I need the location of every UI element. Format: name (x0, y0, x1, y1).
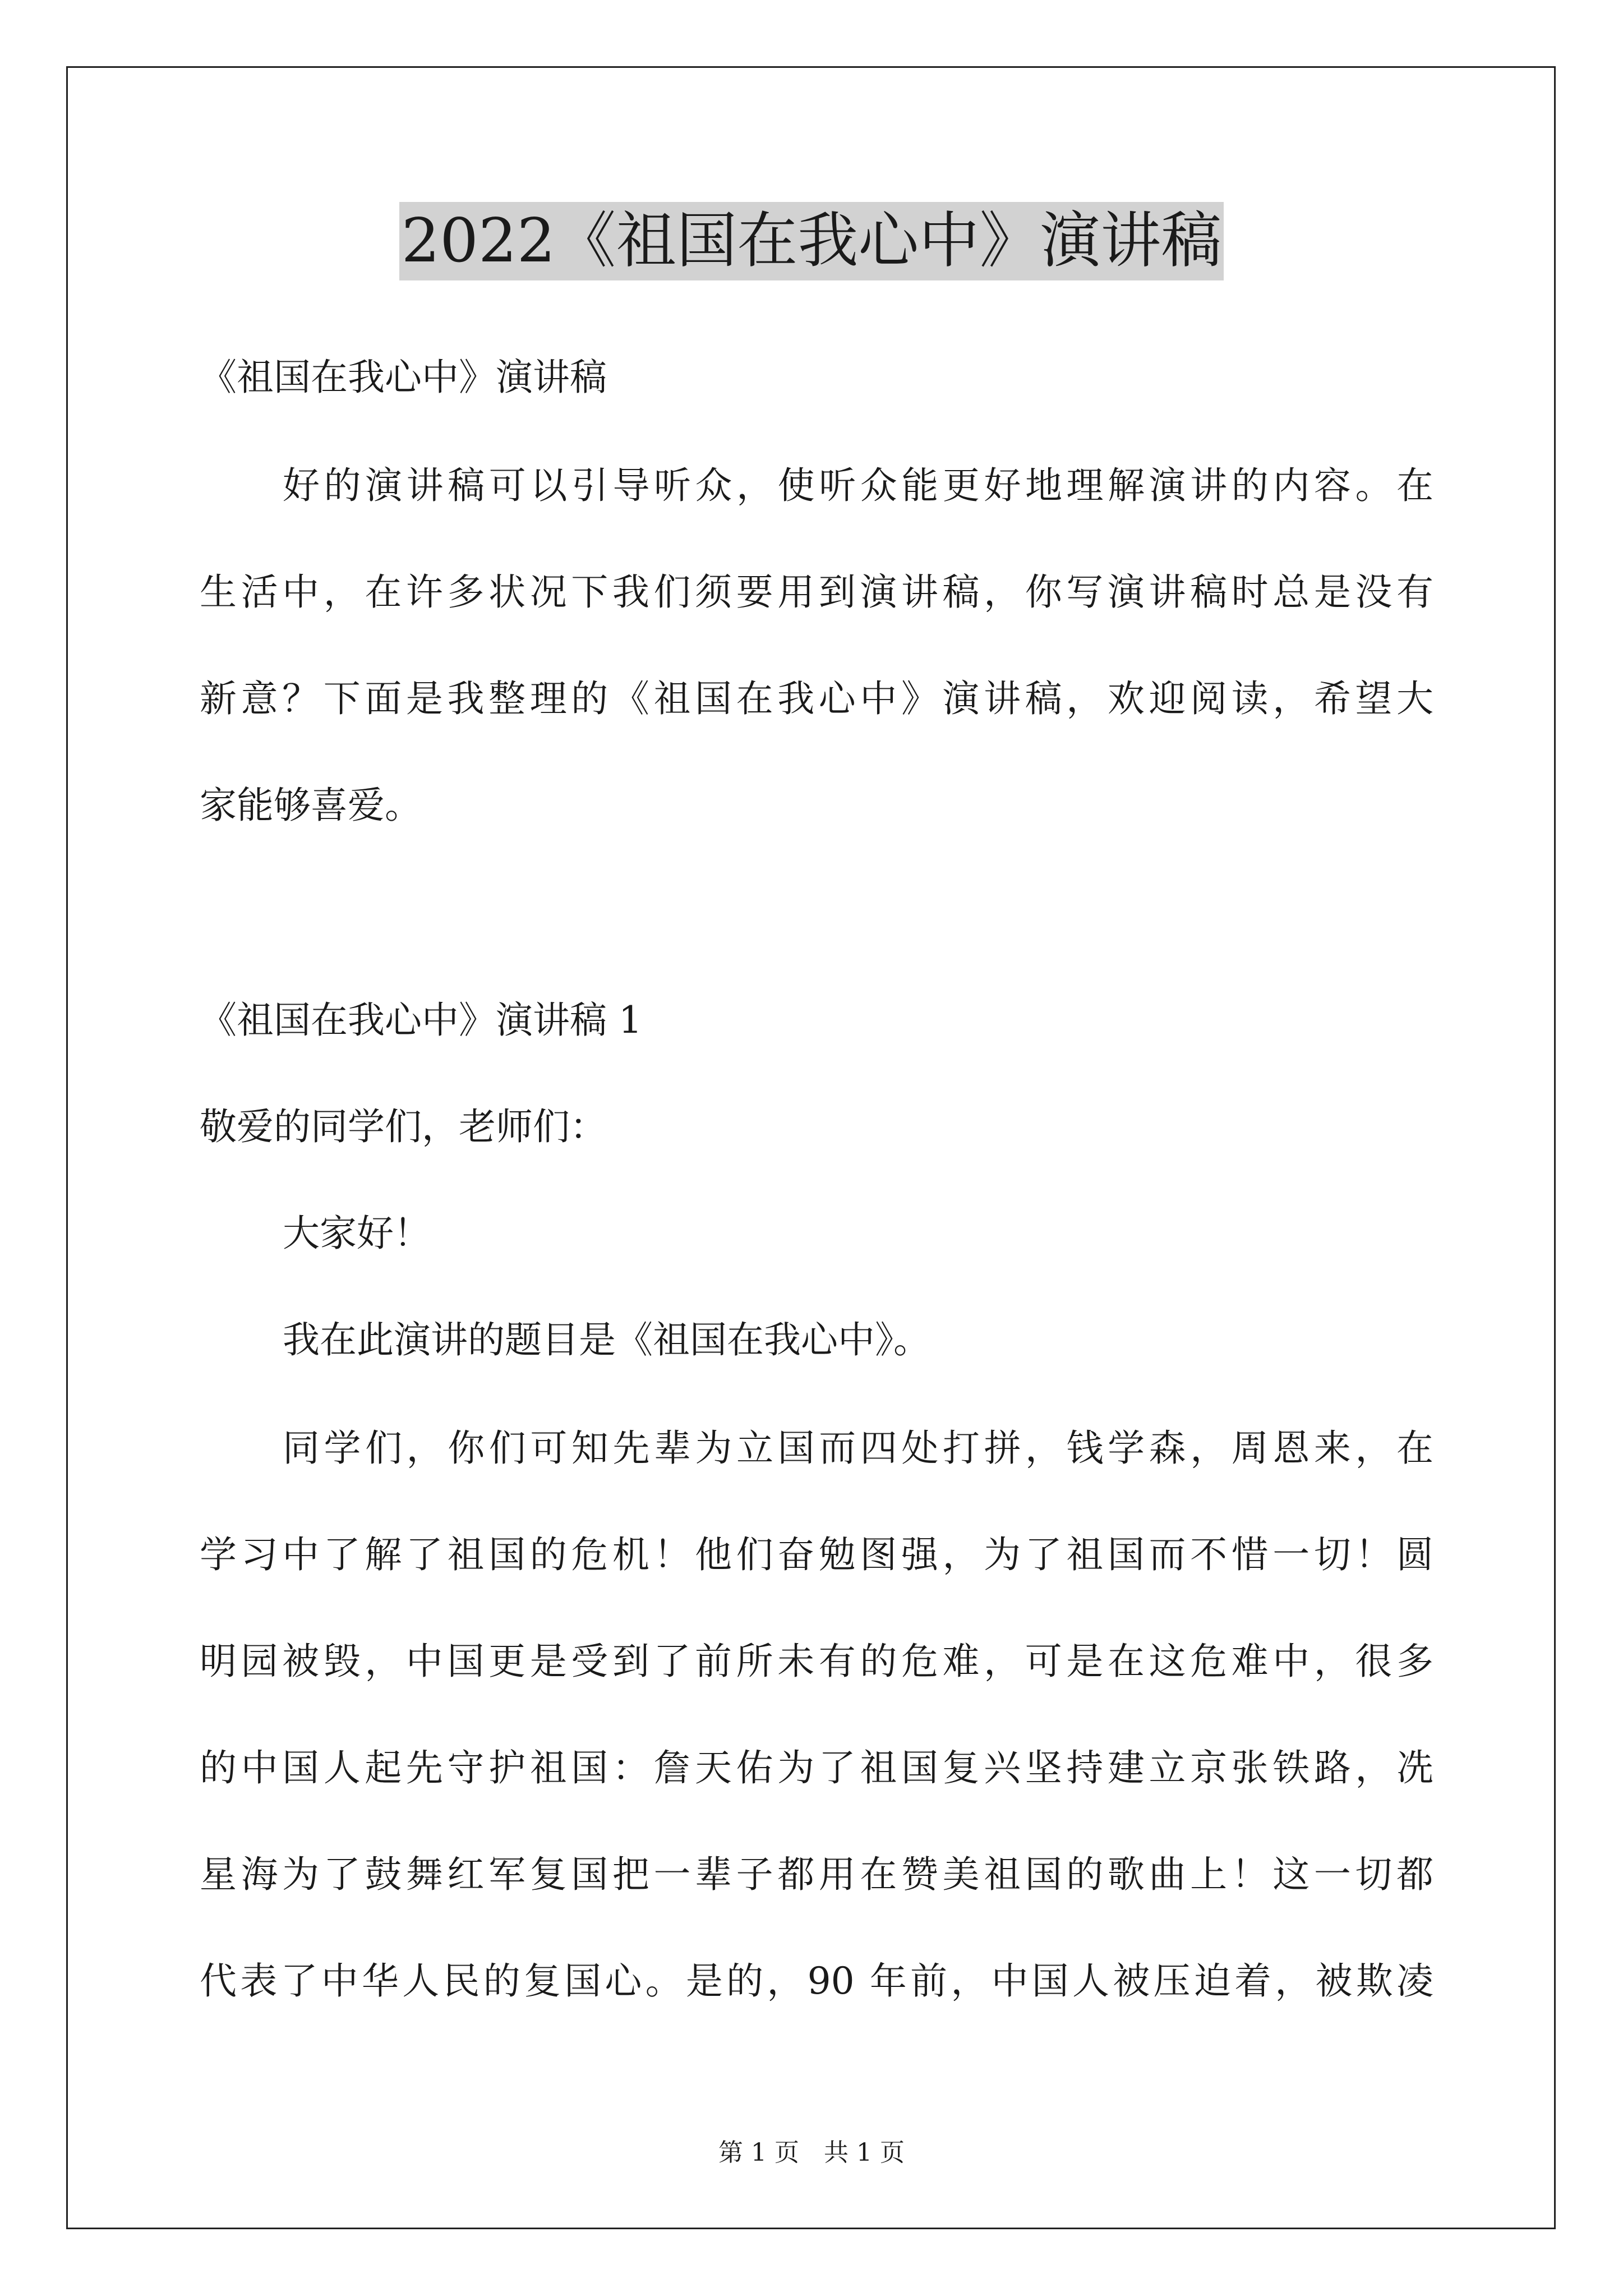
salutation: 敬爱的同学们，老师们： (200, 1105, 607, 1148)
body-line-6: 代表了中华人民的复国心。是的，90 年前，中国人被压迫着，被欺凌 (200, 1959, 1433, 2003)
topic-line: 我在此演讲的题目是《祖国在我心中》。 (283, 1318, 930, 1361)
document-title: 2022《祖国在我心中》演讲稿 (399, 202, 1224, 280)
body-line-2: 学习中了解了祖国的危机！他们奋勉图强，为了祖国而不惜一切！圆 (200, 1533, 1433, 1576)
intro-line-3: 新意？下面是我整理的《祖国在我心中》演讲稿，欢迎阅读，希望大 (200, 677, 1433, 720)
body-line-3: 明园被毁，中国更是受到了前所未有的危难，可是在这危难中，很多 (200, 1640, 1433, 1683)
greeting: 大家好！ (283, 1212, 431, 1255)
body-line-5: 星海为了鼓舞红军复国把一辈子都用在赞美祖国的歌曲上！这一切都 (200, 1853, 1433, 1896)
body-line-1: 同学们，你们可知先辈为立国而四处打拼，钱学森，周恩来，在 (283, 1427, 1433, 1470)
intro-line-4: 家能够喜爱。 (200, 784, 422, 827)
intro-line-2: 生活中，在许多状况下我们须要用到演讲稿，你写演讲稿时总是没有 (200, 570, 1433, 614)
document-subtitle: 《祖国在我心中》演讲稿 (200, 356, 607, 399)
page-footer: 第 1 页 共 1 页 (718, 2138, 905, 2167)
intro-line-1: 好的演讲稿可以引导听众，使听众能更好地理解演讲的内容。在 (283, 464, 1433, 507)
section-heading: 《祖国在我心中》演讲稿 1 (200, 999, 642, 1042)
title-container (0, 202, 1623, 280)
body-line-4: 的中国人起先守护祖国：詹天佑为了祖国复兴坚持建立京张铁路，冼 (200, 1746, 1433, 1789)
